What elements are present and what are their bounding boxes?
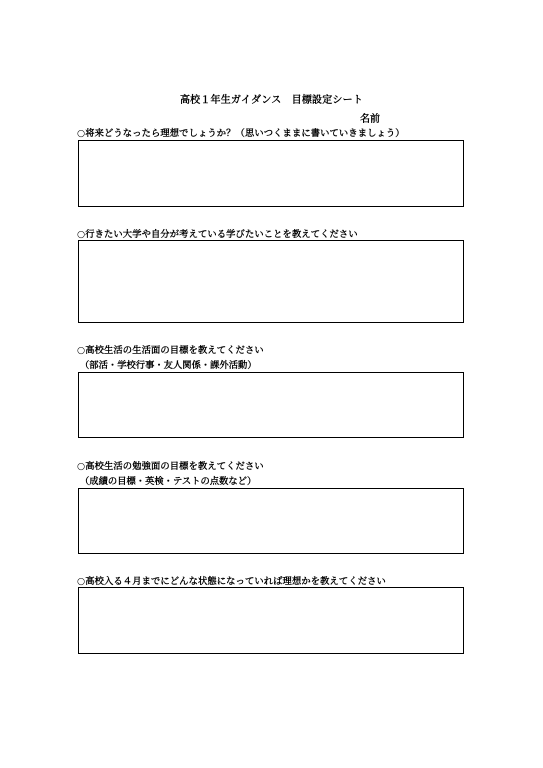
question-3-text: ○高校生活の生活面の目標を教えてください <box>77 345 264 356</box>
question-5-text: ○高校入る４月までにどんな状態になっていれば理想かを教えてください <box>77 576 386 587</box>
answer-box-4[interactable] <box>78 488 464 554</box>
answer-box-1[interactable] <box>78 140 464 207</box>
answer-box-3[interactable] <box>78 372 464 438</box>
answer-box-2[interactable] <box>78 240 464 323</box>
question-4-text: ○高校生活の勉強面の目標を教えてください <box>77 461 264 472</box>
answer-box-5[interactable] <box>78 587 464 654</box>
question-2-text: ○行きたい大学や自分が考えている学びたいことを教えてください <box>77 229 358 240</box>
question-1-text: ○将来どうなったら理想でしょうか？（思いつくままに書いていきましょう） <box>77 128 405 139</box>
page-title: 高校１年生ガイダンス 目標設定シート <box>179 95 364 106</box>
name-label: 名前 <box>360 114 380 125</box>
question-3-subtext: （部活・学校行事・友人関係・課外活動） <box>80 360 257 371</box>
question-4-subtext: （成績の目標・英検・テストの点数など） <box>80 476 257 487</box>
